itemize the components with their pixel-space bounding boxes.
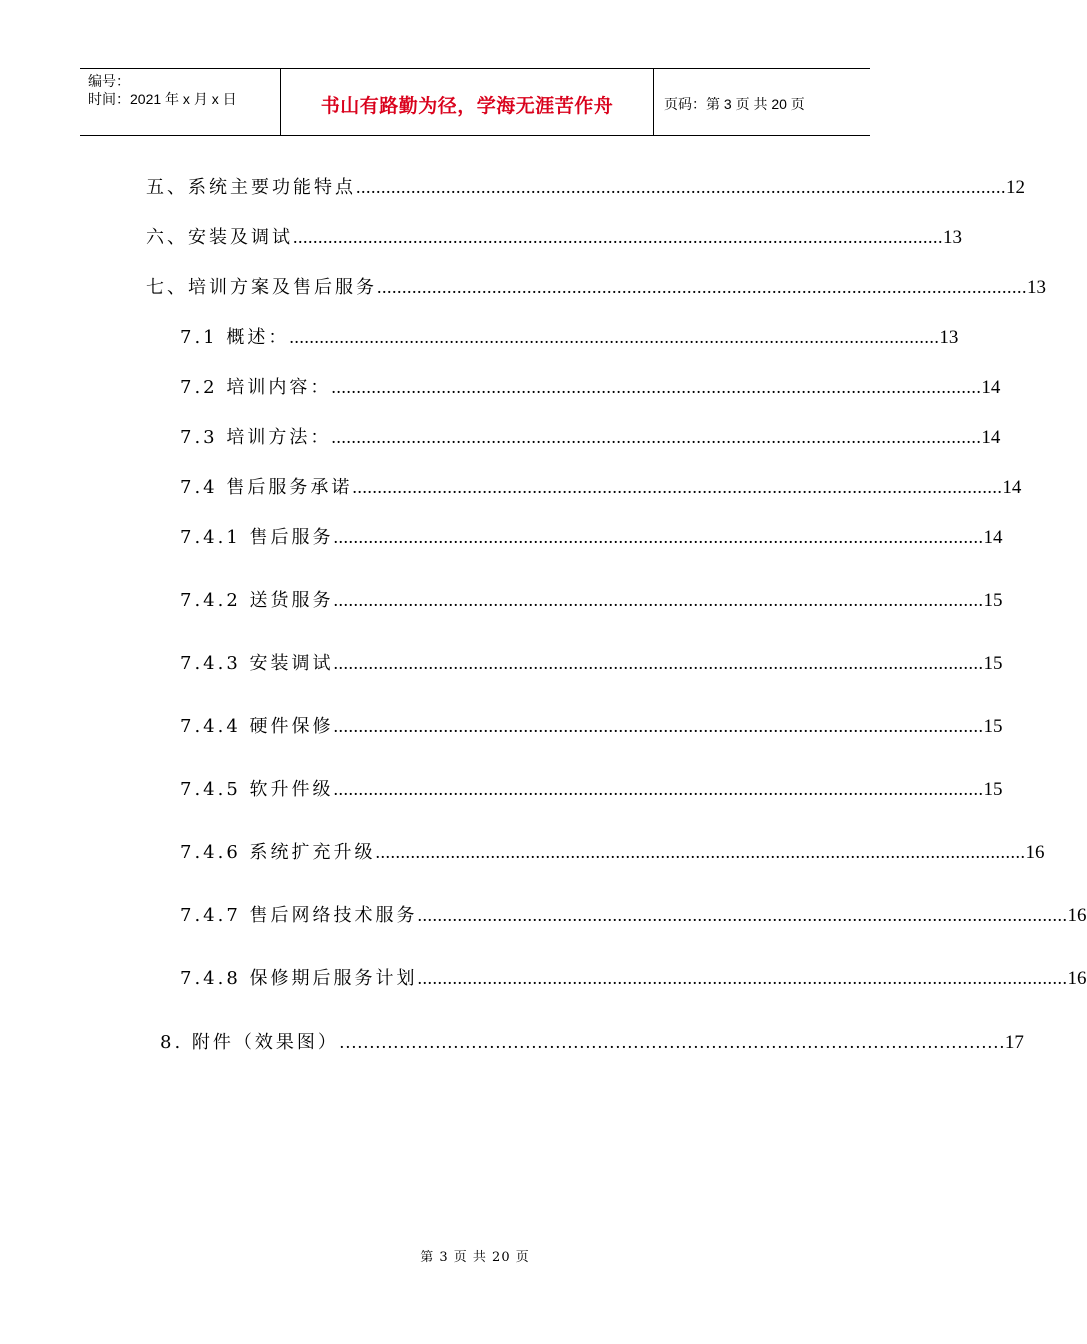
toc-entry-title: 7.4.5 软升件级 bbox=[180, 779, 334, 800]
toc-leader: .................................................................................................................................. bbox=[417, 905, 1068, 925]
toc-entry-page: 16 bbox=[1067, 968, 1087, 989]
toc-entry[interactable] bbox=[146, 173, 1025, 199]
page-footer: 第 3 页 共 20 页 bbox=[420, 1250, 530, 1265]
toc-entry-title: 7.3 培训方法： bbox=[180, 427, 332, 448]
toc-entry-title: 7.4.1 售后服务 bbox=[180, 527, 334, 548]
toc-entry-page: 15 bbox=[983, 779, 1003, 800]
toc-entry-page: 12 bbox=[1006, 177, 1025, 198]
toc-entry-title: 五、系统主要功能特点 bbox=[146, 177, 356, 198]
time-label: 时间：2021 年 x 月 x 日 bbox=[88, 91, 237, 107]
toc-entry-title: 7.1 概述： bbox=[180, 327, 290, 348]
toc-entry[interactable] bbox=[180, 838, 1045, 864]
toc-entry-page: 17 bbox=[1004, 1032, 1024, 1053]
header-page-info: 页码：第 3 页 共 20 页 bbox=[664, 96, 805, 112]
toc-entry-page: 13 bbox=[1027, 277, 1046, 298]
toc-entry-title: 7.4 售后服务承诺 bbox=[180, 477, 353, 498]
header-left-cell bbox=[80, 69, 281, 135]
toc-entry-page: 16 bbox=[1067, 905, 1087, 926]
toc-entry-title: 7.4.4 硬件保修 bbox=[180, 716, 334, 737]
toc-leader: .................................................................................................................................. bbox=[293, 227, 943, 247]
toc-entry-page: 13 bbox=[943, 227, 962, 248]
toc-entry[interactable] bbox=[180, 423, 1001, 449]
toc-leader: .................................................................................................................................. bbox=[377, 277, 1027, 297]
toc-entry-title: 7.4.7 售后网络技术服务 bbox=[180, 905, 418, 926]
toc-leader: .................................................................................................................................. bbox=[333, 653, 984, 673]
toc-entry-page: 15 bbox=[983, 590, 1003, 611]
toc-entry-title: 7.4.2 送货服务 bbox=[180, 590, 334, 611]
toc-entry-page: 16 bbox=[1025, 842, 1045, 863]
toc-entry-page: 14 bbox=[983, 527, 1003, 548]
toc-entry-page: 14 bbox=[981, 427, 1001, 448]
toc-entry[interactable] bbox=[180, 901, 1087, 927]
toc-leader: .................................................................................................................................. bbox=[417, 968, 1068, 988]
toc-entry-title: 7.2 培训内容： bbox=[180, 377, 332, 398]
toc-entry[interactable] bbox=[180, 649, 1003, 675]
toc-leader: .................................................................................................................................. bbox=[333, 779, 984, 799]
toc-entry[interactable] bbox=[180, 373, 1001, 399]
toc-entry-page: 15 bbox=[983, 653, 1003, 674]
toc-entry-title: 8. 附件（效果图） bbox=[160, 1032, 339, 1053]
toc-leader: .................................................................................................................................. bbox=[333, 590, 984, 610]
toc-entry-title: 7.4.6 系统扩充升级 bbox=[180, 842, 376, 863]
toc-leader: .................................................................................................................................. bbox=[333, 527, 984, 547]
toc-leader: .................................................................................................................................. bbox=[356, 177, 1006, 197]
page-header bbox=[80, 68, 870, 136]
toc-leader: .................................................................................................................................. bbox=[333, 716, 984, 736]
toc-entry[interactable] bbox=[180, 523, 1003, 549]
toc-leader: .................................................................................................................................. bbox=[375, 842, 1026, 862]
toc-entry-title: 7.4.8 保修期后服务计划 bbox=[180, 968, 418, 989]
toc-entry[interactable] bbox=[146, 223, 962, 249]
toc-leader: .................................................................................................................................. bbox=[331, 377, 982, 397]
toc-entry[interactable] bbox=[180, 964, 1087, 990]
toc-leader: .................................................................................................................................. bbox=[331, 427, 982, 447]
toc-entry[interactable] bbox=[180, 473, 1022, 499]
toc-entry-page: 13 bbox=[939, 327, 959, 348]
toc-entry[interactable] bbox=[180, 586, 1003, 612]
toc-entry[interactable] bbox=[180, 775, 1003, 801]
toc-entry[interactable] bbox=[160, 1028, 1024, 1054]
toc-leader: .................................................................................................................................. bbox=[352, 477, 1003, 497]
toc-leader: ………………………………………………………………………………………………… bbox=[338, 1032, 1005, 1052]
toc-entry-title: 七、培训方案及售后服务 bbox=[146, 277, 377, 298]
toc-entry-title: 7.4.3 安装调试 bbox=[180, 653, 334, 674]
toc-entry-title: 六、安装及调试 bbox=[146, 227, 293, 248]
number-label: 编号： bbox=[88, 73, 130, 89]
toc-entry[interactable] bbox=[180, 323, 959, 349]
toc-entry-page: 14 bbox=[1002, 477, 1022, 498]
toc-entry[interactable] bbox=[146, 273, 1046, 299]
toc-entry-page: 15 bbox=[983, 716, 1003, 737]
toc-entry[interactable] bbox=[180, 712, 1003, 738]
toc-leader: .................................................................................................................................. bbox=[289, 327, 940, 347]
header-motto: 书山有路勤为径，学海无涯苦作舟 bbox=[281, 69, 654, 135]
toc-entry-page: 14 bbox=[981, 377, 1001, 398]
